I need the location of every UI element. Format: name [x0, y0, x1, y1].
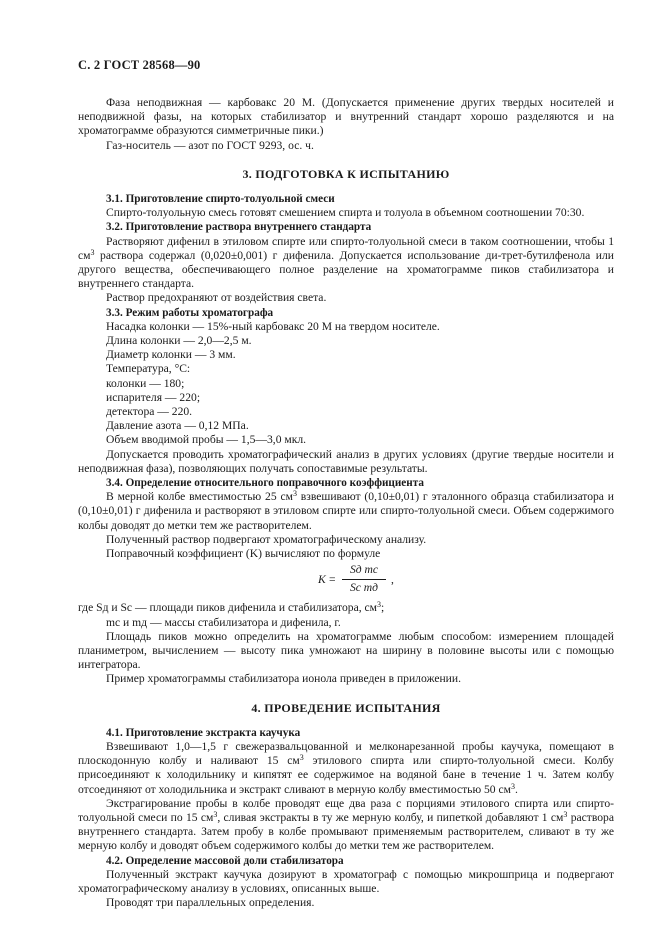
- formula-comma: ,: [391, 573, 394, 587]
- chromatograph-line: Диаметр колонки — 3 мм.: [106, 348, 236, 362]
- subsection-4-2-title: 4.2. Определение массовой доли стабилизатора: [106, 854, 344, 867]
- fraction-bar: [342, 579, 386, 580]
- subsection-4-2-text-2: Проводят три параллельных определения.: [106, 896, 315, 910]
- subsection-4-1-text: Взвешивают 1,0—1,5 г свежеразвальцованной и мелконарезанной пробы каучука, помещают в плоскодонную колбу и наливают 15 $см^3$ этилового спирта или спирто-толуольной смеси. Колбу присоединяют к холодильнику и кипятят ее содержимое на водяной бане в течение 1 ч. Затем колбу отсоединяют от холодильника и экстракт сливают в мерную колбу вместимостью 50 $см^3$.: [78, 739, 614, 796]
- page-header: С. 2 ГОСТ 28568—90: [78, 58, 201, 72]
- formula-legend-1: где Sд и Sс — площади пиков дифенила и стабилизатора, $см^3$;: [78, 600, 385, 615]
- subsection-4-2-text: Полученный экстракт каучука дозируют в хроматограф с помощью микрошприца и подвергают хроматографическому анализу в условиях, описанных выше.: [78, 867, 614, 895]
- subsection-4-1-text-2: Экстрагирование пробы в колбе проводят еще два раза с порциями этилового спирта или спирто-толуольной смеси по 15 $см^3$, сливая экстракты в ту же мерную колбу, и пипеткой добавляют 1 $см^3$ раствора внутреннего стандарта. Затем пробу в колбе промывают применяемым растворителем, сливают в ту же мерную колбу и доводят объем содержимого колбы до метки тем же растворителем.: [78, 796, 614, 853]
- temperature-line: колонки — 180;: [106, 376, 185, 390]
- intro-paragraph-1: Фаза неподвижная — карбовакс 20 М. (Допускается применение других твердых носителей и неподвижной фазы, на которых стабилизатор и внутренний стандарт хорошо разделяются и на хроматограмме образуются симметричные пики.): [78, 96, 614, 138]
- subsection-3-1-text: Спирто-толуольную смесь готовят смешением спирта и толуола в объемном соотношении 70:30.: [106, 206, 585, 220]
- correction-coefficient-formula: [78, 563, 614, 597]
- chromatograph-line: Объем вводимой пробы — 1,5—3,0 мкл.: [106, 433, 307, 447]
- temperature-line: детектора — 220.: [106, 405, 193, 419]
- subsection-3-3-title: 3.3. Режим работы хроматографа: [106, 306, 274, 319]
- subsection-3-2-text: Растворяют дифенил в этиловом спирте или спирто-толуольной смеси в таком соотношении, чтобы 1 $см^3$ раствора содержал (0,020±0,001) г дифенила. Допускается использование ди-трет-бутилфенола или другого вещества, обеспечивающего полное разделение на хроматограмме пиков стабилизатора и внутреннего стандарта.: [78, 234, 614, 291]
- formula-legend-2: mс и mд — массы стабилизатора и дифенила, г.: [106, 615, 341, 629]
- subsection-3-4-title: 3.4. Определение относительного поправочного коэффициента: [106, 477, 424, 490]
- formula-lhs: K: [318, 573, 326, 587]
- chromatograph-line: Длина колонки — 2,0—2,5 м.: [106, 334, 252, 348]
- subsection-3-3-note: Допускается проводить хроматографический анализ в других условиях (другие твердые носители и неподвижная фаза), позволяющих получать сопоставимые результаты.: [78, 447, 614, 475]
- chromatograph-line: Температура, °С:: [106, 362, 191, 376]
- subsection-3-4-text-2: Полученный раствор подвергают хроматографическому анализу.: [106, 532, 427, 546]
- subsection-3-4-text-3: Поправочный коэффициент (K) вычисляют по формуле: [106, 547, 381, 561]
- chromatograph-line: Насадка колонки — 15%-ный карбовакс 20 М на твердом носителе.: [106, 319, 440, 333]
- page-content: [78, 96, 614, 910]
- temperature-line: испарителя — 220;: [106, 390, 201, 404]
- chromatograph-line: Давление азота — 0,12 МПа.: [106, 419, 249, 433]
- formula-equals: =: [329, 573, 336, 587]
- formula-fraction: [342, 563, 386, 594]
- subsection-4-1-title: 4.1. Приготовление экстракта каучука: [106, 726, 301, 739]
- subsection-3-1-title: 3.1. Приготовление спирто-толуольной смеси: [106, 193, 335, 206]
- subsection-3-2-title: 3.2. Приготовление раствора внутреннего стандарта: [106, 221, 372, 234]
- intro-paragraph-2: Газ-носитель — азот по ГОСТ 9293, ос. ч.: [106, 138, 314, 152]
- subsection-3-4-text-4: Площадь пиков можно определить на хроматограмме любым способом: измерением площадей планиметром, вычислением — высоту пика умножают на ширину в половине высоты или с помощью интегратора.: [78, 629, 614, 672]
- formula-denominator: Sс mд: [349, 580, 379, 594]
- subsection-3-4-text: В мерной колбе вместимостью 25 $см^3$ взвешивают (0,10±0,01) г эталонного образца стабилизатора и (0,10±0,01) г дифенила и растворяют в этиловом спирте или спирто-толуольной смеси. Объем содержимого колбы доводят до метки тем же растворителем.: [78, 489, 615, 532]
- section-3-title: 3. ПОДГОТОВКА К ИСПЫТАНИЮ: [242, 166, 450, 181]
- subsection-3-2-note: Раствор предохраняют от воздействия света.: [106, 291, 327, 305]
- subsection-3-4-text-5: Пример хроматограммы стабилизатора ионола приведен в приложении.: [106, 672, 461, 686]
- formula-numerator: Sд mс: [349, 563, 379, 577]
- section-4-title: 4. ПРОВЕДЕНИЕ ИСПЫТАНИЯ: [251, 700, 441, 715]
